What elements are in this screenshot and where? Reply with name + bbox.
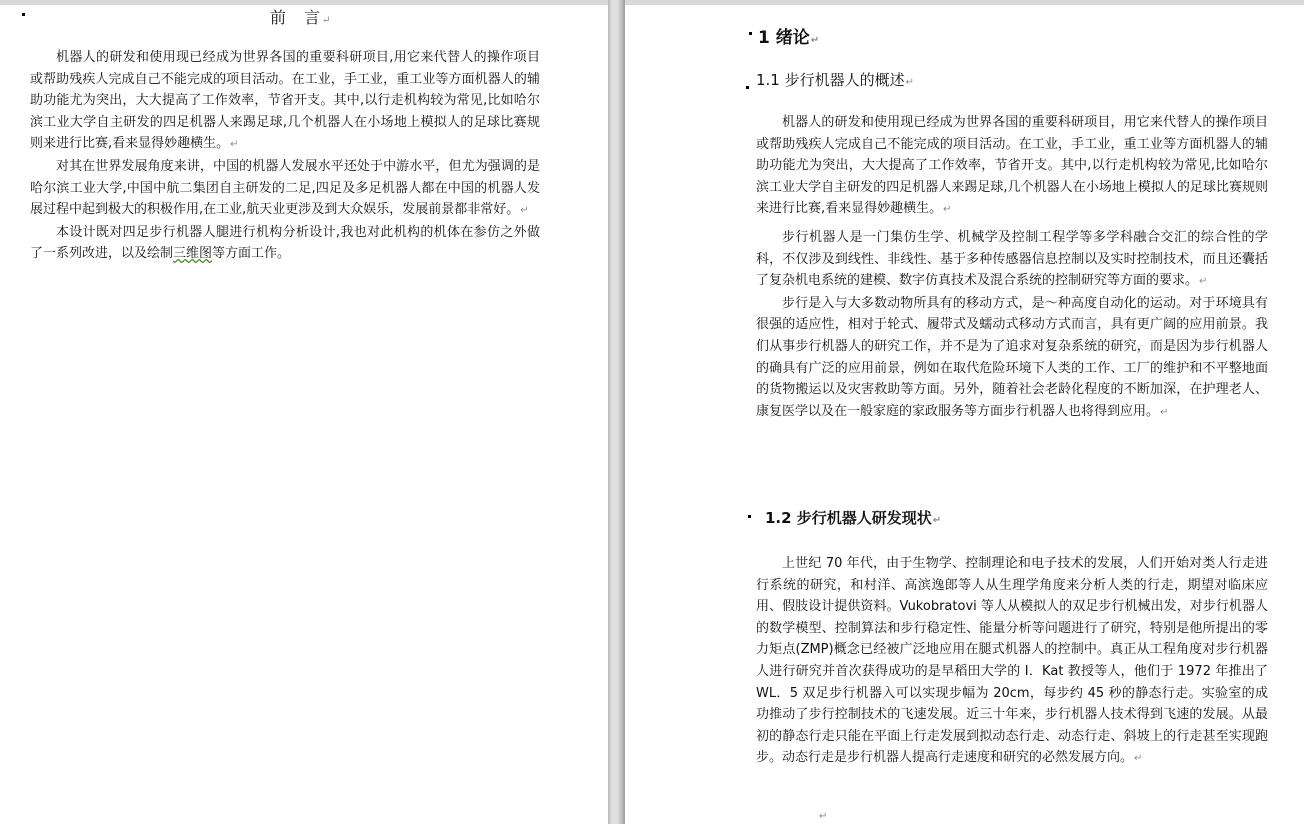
paragraph-text: 本设计既对四足步行机器人腿进行机构分析设计,我也对此机构的机体在参仿之外做了一系列改进，以及绘制 <box>30 224 540 262</box>
paragraph <box>756 112 1268 221</box>
return-mark: ↵ <box>943 204 952 216</box>
paragraph-text: 步行机器人是一门集仿生学、机械学及控制工程学等多学科融合交汇的综合性的学科，不仅涉及到线性、非线性、基于多种传感器信息控制以及实时控制技术，而且还囊括了复杂机电系统的建模、数字仿真技术及混合系统的控制研究等方面的要求。 <box>756 229 1268 289</box>
paragraph-text: 上世纪 70 年代，由于生物学、控制理论和电子技术的发展，人们开始对类人行走进行系统的研究，和村洋、高滨逸郎等人从生理学角度来分析人类的行走，期望对临床应用、假肢设计提供资料。Vukobratovi 等人从模拟人的双足步行机械出发，对步行机器人的数学模型、控制算法和步行稳定性、能量分析等问题进行了研究，特别是他所提出的零力矩点(ZMP)概念已经被广泛地应用在腿式机器人的控制中。真正从工程角度对步行机器人进行研究并首次获得成功的是早稻田大学的 I．Kat 教授等人，他们于 1972 年推出了 WL．5 双足步行机器入可以实现步幅为 20cm，每步约 45 秒的静态行走。实验室的成功推动了步行控制技术的飞速发展。近三十年来，步行机器人技术得到飞速的发展。从最初的静态行走只能在平面上行走发展到拟动态行走、动态行走、斜坡上的行走甚至实现跑步。动态行走是步行机器人提高行走速度和研究的必然发展方向。 <box>756 556 1268 766</box>
return-mark: ↵ <box>819 811 828 822</box>
paragraph-format-mark <box>748 515 751 518</box>
paragraph-format-mark <box>22 13 25 16</box>
return-mark: ↵ <box>810 35 820 46</box>
paragraph <box>30 47 540 156</box>
paragraph <box>30 222 540 265</box>
section-2-body[interactable] <box>756 553 1268 770</box>
paragraph-format-mark <box>749 32 752 35</box>
section-heading-text: 1.1 步行机器人的概述 <box>756 71 905 89</box>
paragraph-text: 机器人的研发和使用现已经成为世界各国的重要科研项目,用它来代替人的操作项目或帮助残疾人完成自己不能完成的项目活动。在工业，手工业，重工业等方面机器人的辅助功能尤为突出，大大提高了工作效率，节省开支。其中,以行走机构较为常见,比如哈尔滨工业大学自主研发的四足机器人来踢足球,几个机器人在小场地上模拟人的足球比赛规则来进行比赛,看来显得妙趣横生。 <box>30 50 540 152</box>
chapter-heading <box>758 23 819 48</box>
return-mark: ↵ <box>1199 276 1208 288</box>
section-1-body[interactable] <box>756 112 1268 423</box>
page-title <box>270 5 331 28</box>
section-heading <box>756 69 914 90</box>
paragraph-text: 步行是入与大多数动物所具有的移动方式，是～种高度自动化的运动。对于环境具有很强的适应性，相对于轮式、履带式及蠕动式移动方式而言，具有更广阔的应用前景。我们从事步行机器人的研究工作，并不是为了追求对复杂系统的研究，而是因为步行机器人的确具有广泛的应用前景，例如在取代危险环境下人类的工作、工厂的维护和不平整地面的货物搬运以及灾害救助等方面。另外，随着社会老龄化程度的不断加深，在护理老人、康复医学以及在一般家庭的家政服务等方面步行机器人也将得到应用。 <box>756 295 1268 419</box>
paragraph-text: 对其在世界发展角度来讲，中国的机器人发展水平还处于中游水平，但尤为强调的是哈尔滨工业大学,中国中航二集团自主研发的二足,四足及多足机器人都在中国的机器人发展过程中起到极大的积极作用,在工业,航天业更涉及到大众娱乐，发展前景都非常好。 <box>30 158 540 218</box>
page-title-text: 前 言 <box>270 8 322 27</box>
left-body-text[interactable] <box>30 47 540 265</box>
chapter-heading-text: 1 绪论 <box>758 28 810 48</box>
return-mark: ↵ <box>230 139 239 151</box>
return-mark: ↵ <box>520 205 529 217</box>
document-page-right[interactable] <box>625 5 1304 824</box>
paragraph <box>756 227 1268 293</box>
spell-check-underlined-word[interactable]: 三维图 <box>173 246 213 262</box>
paragraph-format-mark <box>746 86 749 89</box>
section-heading <box>765 507 941 528</box>
paragraph <box>30 156 540 222</box>
document-page-left[interactable] <box>0 5 608 824</box>
section-heading-text: 1.2 步行机器人研发现状 <box>765 509 932 527</box>
page-gap <box>608 0 625 824</box>
paragraph-text: 等方面工作。 <box>212 246 291 262</box>
return-mark: ↵ <box>905 77 915 88</box>
return-mark: ↵ <box>1160 406 1169 418</box>
paragraph <box>756 293 1268 424</box>
return-mark: ↵ <box>932 515 942 526</box>
return-mark: ↵ <box>1134 753 1143 765</box>
return-mark: ↵ <box>322 15 332 26</box>
paragraph-text: 机器人的研发和使用现已经成为世界各国的重要科研项目，用它来代替人的操作项目或帮助残疾人完成自己不能完成的项目活动。在工业，手工业，重工业等方面机器人的辅助功能尤为突出，大大提高了工作效率，节省开支。其中,以行走机构较为常见,比如哈尔滨工业大学自主研发的四足机器人来踢足球,几个机器人在小场地上模拟人的足球比赛规则来进行比赛,看来显得妙趣横生。 <box>756 115 1268 217</box>
paragraph <box>756 553 1268 770</box>
